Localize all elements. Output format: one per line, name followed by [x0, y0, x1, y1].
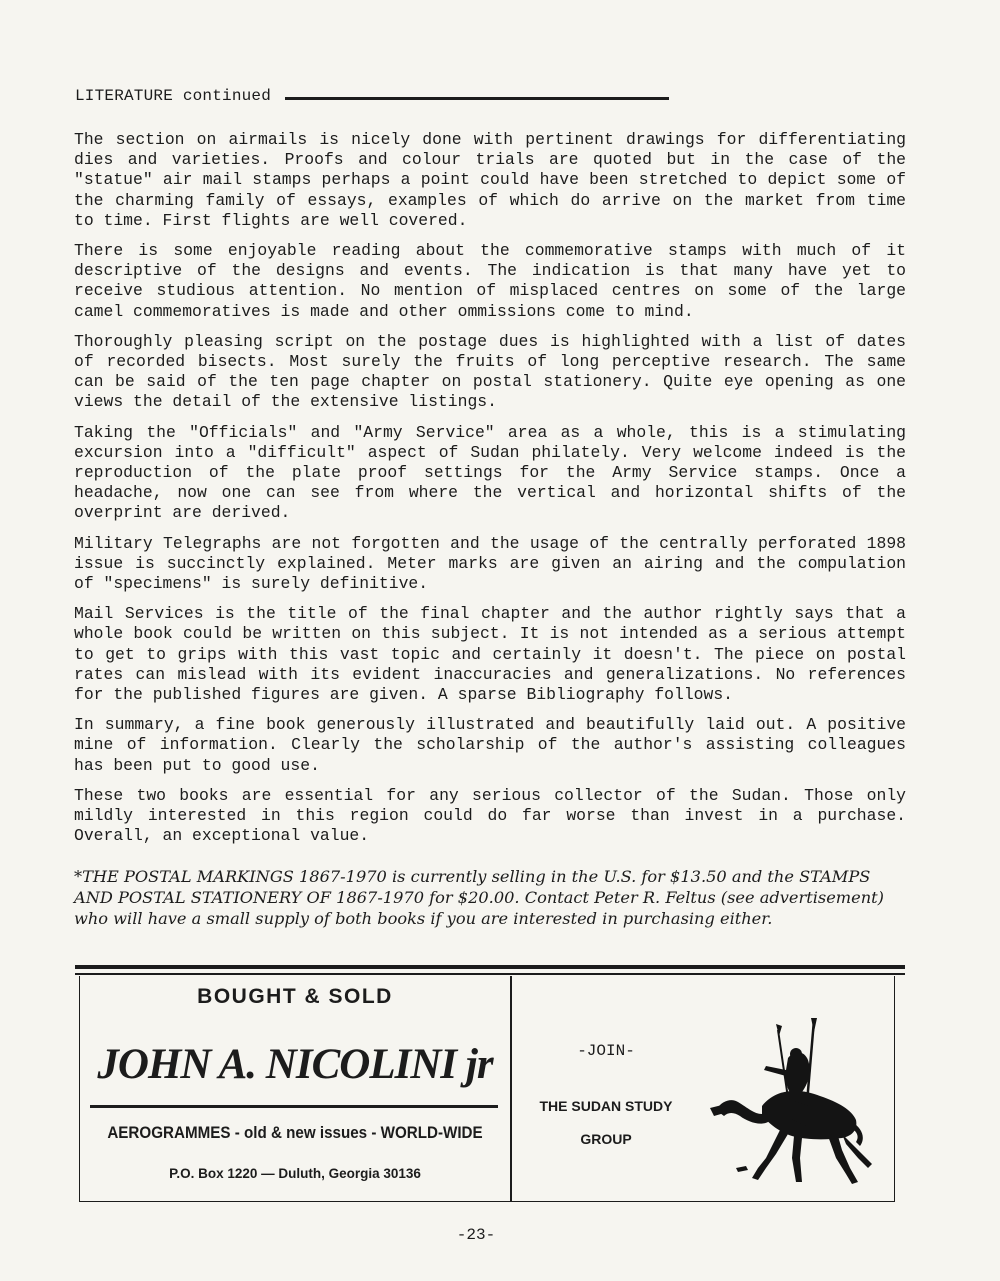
camel-rider-icon — [696, 1018, 876, 1188]
ad-dealer-name: JOHN A. NICOLINI jr — [97, 1041, 493, 1088]
paragraph-commemoratives: There is some enjoyable reading about the commemorative stamps with much of it descriptive of the designs and events. The indication is that many have yet to receive studious attention. No mention of misplaced centres on some of the large camel commemoratives is made and other ommissions come to mind. — [74, 241, 906, 321]
price-note: *THE POSTAL MARKINGS 1867-1970 is currently selling in the U.S. for $13.50 and the STAMPS AND POSTAL STATIONERY OF 1867-1970 for $20.00. Contact Peter R. Feltus (see advertisement) who will have a small supply of both books if you are interested in purchasing either. — [74, 867, 884, 928]
join-label: -JOIN- — [577, 1042, 635, 1060]
ad-headline: BOUGHT & SOLD — [197, 985, 393, 1008]
paragraph-conclusion: These two books are essential for any serious collector of the Sudan. Those only mildly interested in this region could do far worse than invest in a purchase. Overall, an exceptional value. — [74, 785, 906, 846]
ad-tagline: AEROGRAMMES - old & new issues - WORLD-WIDE — [107, 1124, 483, 1142]
paragraph-officials: Taking the "Officials" and "Army Service" area as a whole, this is a stimulating excursion into a "difficult" aspect of Sudan philately. Very welcome indeed is the reproduction of the plate proof settings for the Army Service stamps. Once a headache, now one can see from where the vertical and horizontal shifts of the overprint are derived. — [74, 422, 906, 523]
advertisement-box — [79, 976, 895, 1202]
section-title-rule — [285, 97, 669, 100]
paragraph-mail-services: Mail Services is the title of the final chapter and the author rightly says that a whole book could be written on this subject. It is not intended as a serious attempt to get to grips with this vast topic and certainly it doesn't. The piece on postal rates can mislead with its evident inaccuracies and generalizations. No references for the published figures are given. A sparse Bibliography follows. — [74, 604, 906, 705]
section-title: LITERATURE continued — [75, 87, 272, 105]
section-header — [75, 87, 669, 105]
ad-top-rule — [75, 965, 905, 969]
group-name: THE SUDAN STUDY GROUP — [539, 1098, 673, 1147]
ad-address: P.O. Box 1220 — Duluth, Georgia 30136 — [169, 1166, 421, 1181]
ad-top-rule-thin — [75, 973, 905, 975]
nicolini-advertisement — [80, 976, 510, 1201]
paragraph-airmails: The section on airmails is nicely done with pertinent drawings for differentiating dies and varieties. Proofs and colour trials are quoted but in the case of the "statue" air mail stamps perhaps a point could have been stretched to depict some of the charming family of essays, examples of which do arrive on the market from time to time. First flights are well covered. — [74, 130, 906, 230]
page-number: -23- — [456, 1226, 496, 1244]
sudan-study-group-advertisement — [511, 976, 896, 1201]
ad-name-rule — [90, 1105, 498, 1108]
article-body — [74, 130, 906, 857]
paragraph-summary: In summary, a fine book generously illustrated and beautifully laid out. A positive mine of information. Clearly the scholarship of the author's assisting colleagues has been put to good use. — [74, 715, 906, 775]
paragraph-postage-dues: Thoroughly pleasing script on the postage dues is highlighted with a list of dates of recorded bisects. Most surely the fruits of long perceptive research. The same can be said of the ten page chapter on postal stationery. Quite eye opening as one views the detail of the extensive listings. — [74, 331, 906, 412]
paragraph-military-telegraphs: Military Telegraphs are not forgotten and the usage of the centrally perforated 1898 issue is succinctly explained. Meter marks are given an airing and the compulation of "specimens" is surely definitive. — [74, 533, 906, 594]
